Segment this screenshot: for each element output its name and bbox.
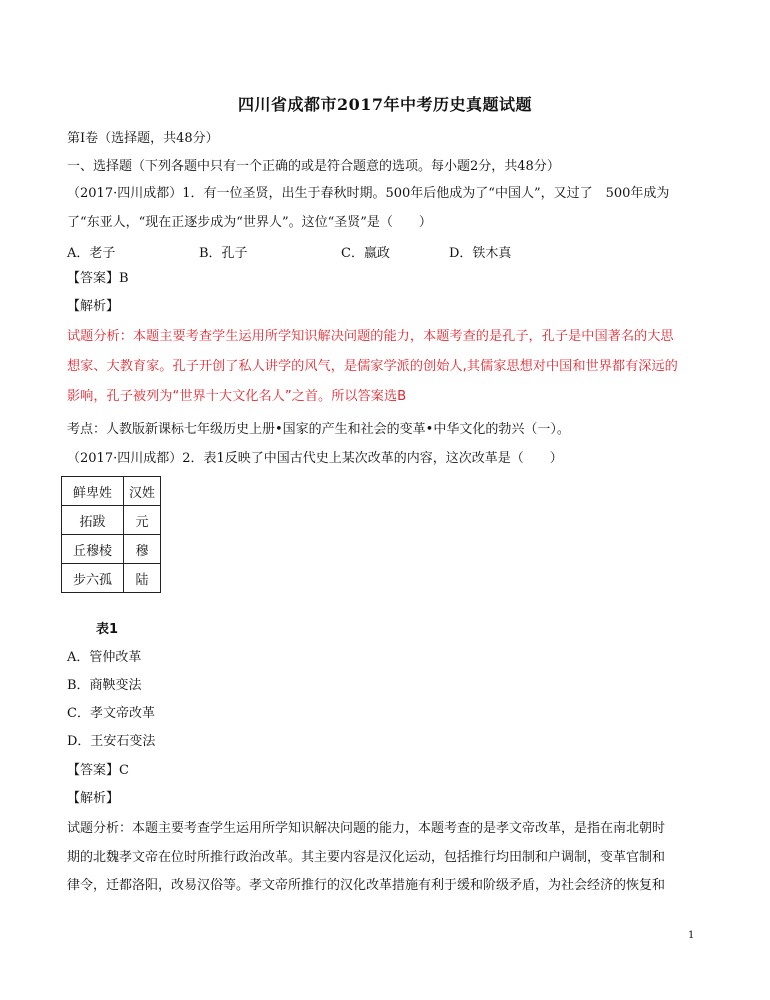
q2-option-c: C．孝文帝改革 [67,706,155,721]
q1-knowledge-point: 考点：人教版新课标七年级历史上册•国家的产生和社会的变革•中华文化的勃兴（一）。 [67,422,570,437]
q1-analysis-label: 【解析】 [67,299,120,314]
q1-stem-line1: （2017·四川成都）1．有一位圣贤，出生于春秋时期。500年后他成为了“中国人”，又过了 500年成为 [67,186,670,201]
q2-option-a: A．管仲改革 [67,650,142,665]
q1-option-a: A．老子 [67,246,116,261]
page-title: 四川省成都市2017年中考历史真题试题 [237,95,533,114]
q1-stem-line2: 了“东亚人，“现在正逐步成为“世界人”。这位“圣贤”是（ ） [67,215,432,230]
table-cell: 元 [124,506,161,535]
q1-option-d: D．铁木真 [449,246,512,261]
q2-stem: （2017·四川成都）2．表1反映了中国古代史上某次改革的内容，这次改革是（ ） [67,451,563,466]
q1-option-c: C．嬴政 [341,246,390,261]
q2-analysis-line: 律令，迁都洛阳，改易汉俗等。孝文帝所推行的汉化改革措施有利于缓和阶级矛盾，为社会经济的恢复和 [67,878,666,893]
surname-table [61,476,161,593]
table-caption: 表1 [96,622,119,637]
instruction-text: 一、选择题（下列各题中只有一个正确的或是符合题意的选项。每小题2分，共48分） [67,159,560,174]
q2-analysis-line: 试题分析：本题主要考查学生运用所学知识解决问题的能力，本题考查的是孝文帝改革，是指在南北朝时 [67,821,666,836]
table-cell: 穆 [124,535,161,564]
table-row [62,506,161,535]
q1-analysis-line: 想家、大教育家。孔子开创了私人讲学的风气，是儒家学派的创始人,其儒家思想对中国和世界都有深远的 [67,359,678,374]
table-row [62,564,161,593]
q2-analysis-label: 【解析】 [67,791,120,806]
page-number: 1 [688,930,695,941]
q2-answer: 【答案】C [67,763,129,778]
q1-analysis-line: 试题分析：本题主要考查学生运用所学知识解决问题的能力，本题考查的是孔子，孔子是中国著名的大思 [67,329,674,344]
table-cell: 丘穆棱 [62,535,124,564]
table-cell: 拓跋 [62,506,124,535]
q1-option-b: B．孔子 [199,246,248,261]
table-header-cell: 鲜卑姓 [62,477,124,506]
table-header-cell: 汉姓 [124,477,161,506]
q2-analysis-line: 期的北魏孝文帝在位时所推行政治改革。其主要内容是汉化运动，包括推行均田制和户调制，变革官制和 [67,850,666,865]
table-row [62,477,161,506]
q2-option-b: B．商鞅变法 [67,678,142,693]
section-heading: 第Ⅰ卷（选择题，共48分） [67,131,219,146]
table-cell: 陆 [124,564,161,593]
q1-analysis-line: 影响，孔子被列为“世界十大文化名人”之首。所以答案选B [67,389,407,404]
table-row [62,535,161,564]
table-cell: 步六孤 [62,564,124,593]
q1-answer: 【答案】B [67,271,129,286]
q2-option-d: D．王安石变法 [67,734,156,749]
